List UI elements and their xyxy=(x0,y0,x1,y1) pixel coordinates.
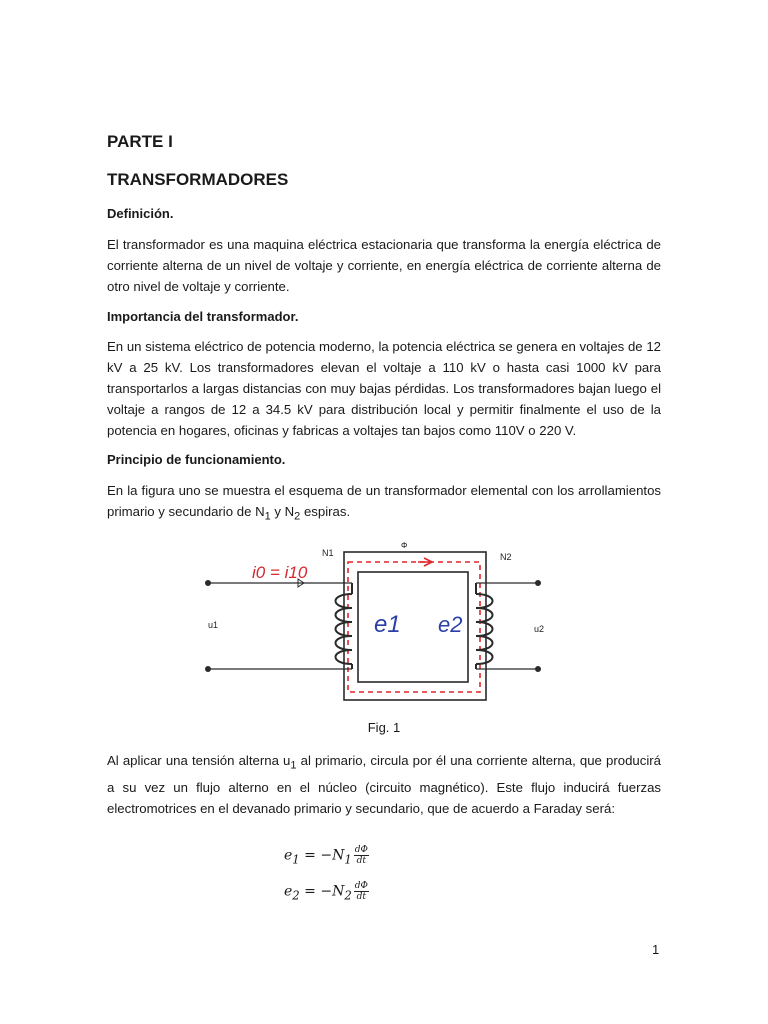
hand-current-label: i0 = i10 xyxy=(252,563,308,582)
secondary-winding xyxy=(476,583,493,669)
importance-text: En un sistema eléctrico de potencia moderno, la potencia eléctrica se genera en voltajes de 12 kV a 25 kV. Los transformadores elevan el voltaje a 110 kV o hasta casi 1000 kV para transportarlos a largas distancias con muy bajas pérdidas. Los transformadores bajan luego el voltaje a rangos de 12 a 34.5 kV para distribución local y permitir finalmente el uso de la potencia en hogares, oficinas y fabricas a voltajes tan bajos como 110V o 220 V. xyxy=(107,339,661,438)
label-u2: u2 xyxy=(534,624,545,634)
terminal-secondary-top xyxy=(535,580,541,586)
faraday-paragraph: Al aplicar una tensión alterna $u_1$ al primario, circula por él una corriente alterna, que producirá a su vez un flujo alterno en el núcleo (circuito magnético). Este flujo inducirá fuerzas electromotrices en el devanado primario y secundario, que de acuerdo a Faraday será: xyxy=(107,753,661,816)
terminal-primary-bottom xyxy=(205,666,211,672)
importance-heading: Importancia del transformador. xyxy=(107,309,299,324)
definition-heading: Definición. xyxy=(107,206,174,221)
label-n2: N2 xyxy=(500,552,512,562)
transformer-diagram xyxy=(196,536,572,706)
equation-e2: $e_2 = -N_2$ $\frac{d\Phi}{dt}$ xyxy=(284,881,368,903)
flux-arrow xyxy=(418,558,432,566)
page-number: 1 xyxy=(652,942,660,957)
label-u1: u1 xyxy=(208,620,219,630)
label-n1: N1 xyxy=(322,548,334,558)
core-outer xyxy=(344,552,486,700)
definition-text: El transformador es una maquina eléctrica estacionaria que transforma la energía eléctrica de corriente alterna de un nivel de voltaje y corriente, en energía eléctrica de corriente alterna de otro nivel de voltaje y corriente. xyxy=(107,237,661,294)
terminal-secondary-bottom xyxy=(535,666,541,672)
hand-e1-label: e1 xyxy=(374,611,401,638)
label-phi: Φ xyxy=(401,541,408,550)
principle-text: En la figura uno se muestra el esquema de un transformador elemental con los arrollamientos primario y secundario de $N_1$ y $N_2$ espiras. xyxy=(107,483,661,523)
figure-caption: Fig. 1 xyxy=(367,720,401,735)
terminal-primary-top xyxy=(205,580,211,586)
equation-e1: $e_1 = -N_1$ $\frac{d\Phi}{dt}$ xyxy=(284,845,368,867)
principle-heading: Principio de funcionamiento. xyxy=(107,452,286,467)
part-title: PARTE I xyxy=(107,132,173,151)
section-title: TRANSFORMADORES xyxy=(107,170,289,189)
hand-e2-label: e2 xyxy=(438,612,463,637)
